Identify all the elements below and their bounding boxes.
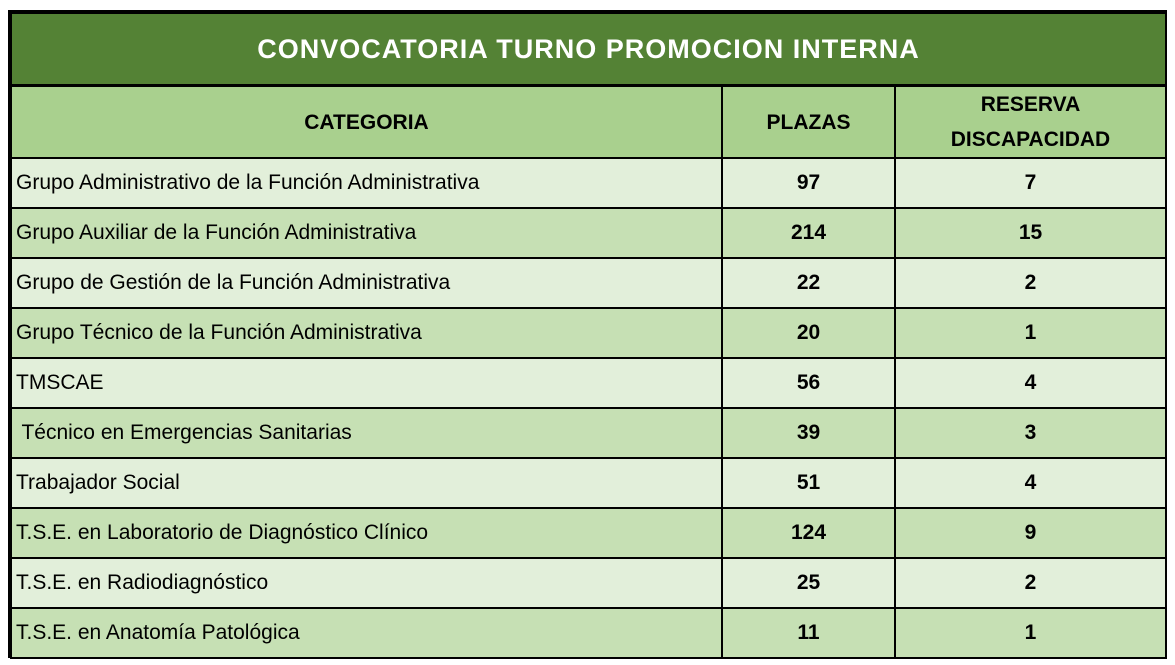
cell-reserva: 3 (895, 408, 1166, 458)
cell-categoria: Grupo de Gestión de la Función Administrativa (11, 258, 722, 308)
cell-reserva: 2 (895, 558, 1166, 608)
cell-plazas: 22 (722, 258, 895, 308)
table-row (11, 208, 1166, 258)
table-row (11, 158, 1166, 208)
cell-categoria: Grupo Técnico de la Función Administrativa (11, 308, 722, 358)
header-plazas: PLAZAS (722, 86, 895, 159)
cell-plazas: 56 (722, 358, 895, 408)
cell-categoria: T.S.E. en Radiodiagnóstico (11, 558, 722, 608)
cell-reserva: 2 (895, 258, 1166, 308)
cell-reserva: 1 (895, 608, 1166, 658)
header-reserva-line2: DISCAPACIDAD (950, 128, 1111, 151)
table-title: CONVOCATORIA TURNO PROMOCION INTERNA (11, 13, 1166, 86)
cell-categoria: Técnico en Emergencias Sanitarias (11, 408, 722, 458)
cell-plazas: 214 (722, 208, 895, 258)
cell-plazas: 51 (722, 458, 895, 508)
cell-reserva: 9 (895, 508, 1166, 558)
cell-plazas: 39 (722, 408, 895, 458)
convocatoria-table (10, 12, 1167, 659)
cell-categoria: Grupo Administrativo de la Función Administrativa (11, 158, 722, 208)
cell-categoria: TMSCAE (11, 358, 722, 408)
table-row (11, 408, 1166, 458)
table-row (11, 508, 1166, 558)
cell-plazas: 20 (722, 308, 895, 358)
table-row (11, 608, 1166, 658)
table-row (11, 458, 1166, 508)
cell-reserva: 1 (895, 308, 1166, 358)
cell-plazas: 124 (722, 508, 895, 558)
cell-plazas: 97 (722, 158, 895, 208)
table-row (11, 558, 1166, 608)
cell-categoria: Trabajador Social (11, 458, 722, 508)
header-categoria: CATEGORIA (11, 86, 722, 159)
cell-plazas: 11 (722, 608, 895, 658)
table-body (11, 158, 1166, 658)
cell-plazas: 25 (722, 558, 895, 608)
table-row (11, 258, 1166, 308)
table-row (11, 358, 1166, 408)
cell-categoria: T.S.E. en Laboratorio de Diagnóstico Clínico (11, 508, 722, 558)
table-row (11, 308, 1166, 358)
cell-reserva: 7 (895, 158, 1166, 208)
cell-reserva: 4 (895, 458, 1166, 508)
header-reserva-line1: RESERVA (980, 93, 1081, 116)
convocatoria-table-container (8, 10, 1167, 658)
cell-categoria: T.S.E. en Anatomía Patológica (11, 608, 722, 658)
cell-reserva: 15 (895, 208, 1166, 258)
cell-categoria: Grupo Auxiliar de la Función Administrativa (11, 208, 722, 258)
cell-reserva: 4 (895, 358, 1166, 408)
header-reserva-discapacidad (895, 86, 1166, 159)
